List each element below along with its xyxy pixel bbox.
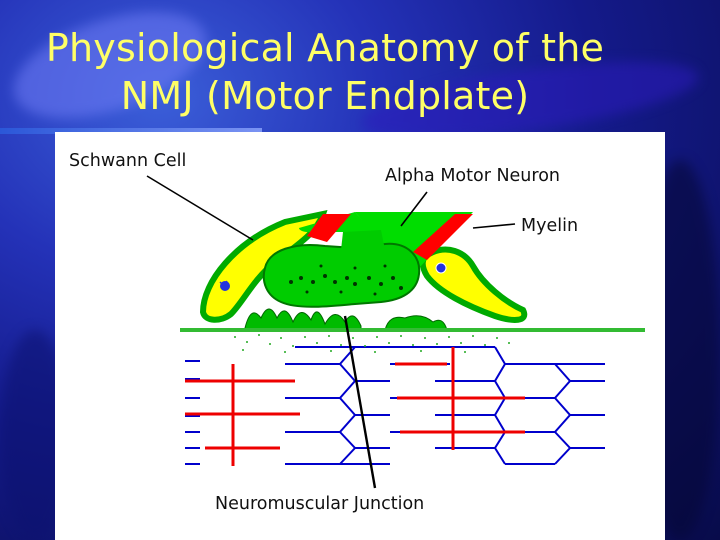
slide-title	[0, 24, 650, 120]
label-alpha-motor-neuron: Alpha Motor Neuron	[385, 166, 561, 186]
label-myelin: Myelin	[521, 216, 579, 236]
nmj-diagram	[55, 132, 665, 540]
nmj-diagram-panel	[55, 132, 665, 540]
schwann-nucleus	[436, 263, 446, 273]
label-neuromuscular-junction: Neuromuscular Junction	[215, 494, 425, 514]
schwann-cell-right	[423, 250, 525, 320]
slide-title-line-2: NMJ (Motor Endplate)	[120, 74, 530, 118]
label-schwann-cell: Schwann Cell	[69, 151, 187, 171]
basal-lamina	[180, 328, 645, 332]
slide-title-line-1: Physiological Anatomy of the	[45, 26, 605, 70]
